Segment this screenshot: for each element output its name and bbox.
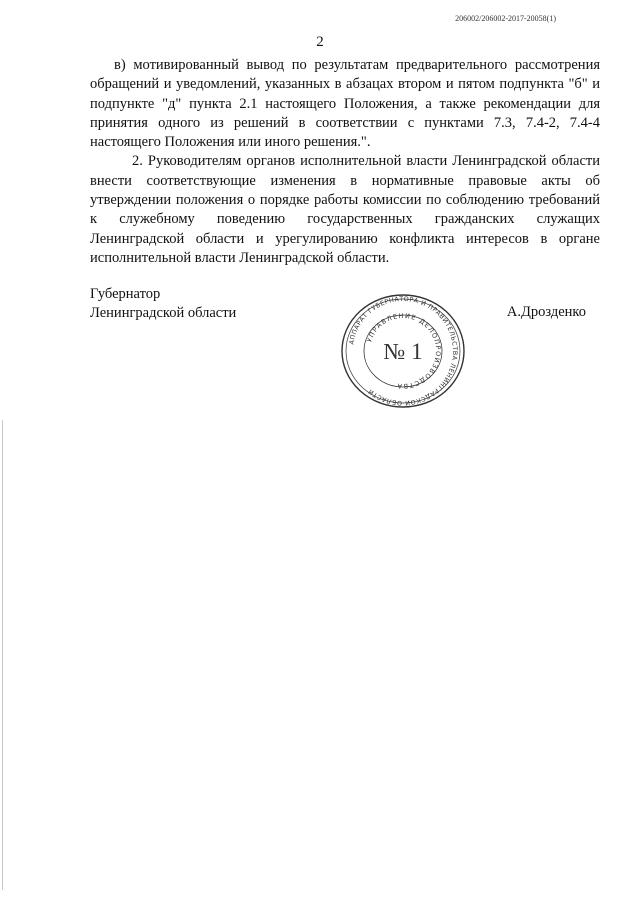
- signatory-title-line1: Губернатор: [90, 286, 161, 302]
- scan-edge-line: [2, 420, 3, 890]
- paragraph-subitem-v: [90, 56, 600, 152]
- stamp-inner-text: УПРАВЛЕНИЕ ДЕЛОПРОИЗВОДСТВА: [365, 311, 443, 391]
- text-line: требований к служебному поведению государственных гражданских: [90, 192, 600, 228]
- text-line: об утверждении положения о порядке работы комиссии по соблюдению: [90, 172, 600, 209]
- body-text: [90, 56, 600, 268]
- stamp-outer-text: АППАРАТ ГУБЕРНАТОРА И ПРАВИТЕЛЬСТВА ЛЕНИНГРАДСКОЙ ОБЛАСТИ: [348, 295, 459, 407]
- text-line: с пунктами 7.3, 7.4-2, 7.4-4 настоящего Положения или иного решения.".: [90, 114, 600, 151]
- text-line: а также рекомендации для принятия одного из решений в соответствии: [90, 95, 600, 131]
- text-line: в) мотивированный вывод по результатам предварительного: [114, 57, 508, 73]
- text-line: служащих Ленинградской области и урегулированию конфликта интересов: [90, 211, 601, 247]
- text-line: области внести соответствующие изменения в нормативные правовые акты: [90, 153, 601, 189]
- signatory-name: А.Дрозденко: [506, 304, 586, 320]
- paragraph-item-2: [90, 152, 600, 268]
- document-id: 206002/206002-2017-20058(1): [455, 14, 556, 23]
- page-number: 2: [316, 34, 324, 50]
- official-stamp: [338, 292, 468, 410]
- stamp-seal-icon: [338, 292, 468, 410]
- text-line: 2. Руководителям органов исполнительной власти Ленинградской: [132, 153, 547, 170]
- stamp-number: № 1: [383, 339, 423, 364]
- text-line: рассмотрения обращений и уведомлений, указанных в абзацах втором: [90, 57, 600, 93]
- signatory-title: [90, 285, 236, 324]
- signatory-title-line2: Ленинградской области: [90, 305, 237, 322]
- text-line: и пятом подпункта "б" и подпункте "д" пункта 2.1 настоящего Положения,: [90, 76, 600, 112]
- text-line: в органе исполнительной власти Ленинградской области.: [90, 230, 600, 266]
